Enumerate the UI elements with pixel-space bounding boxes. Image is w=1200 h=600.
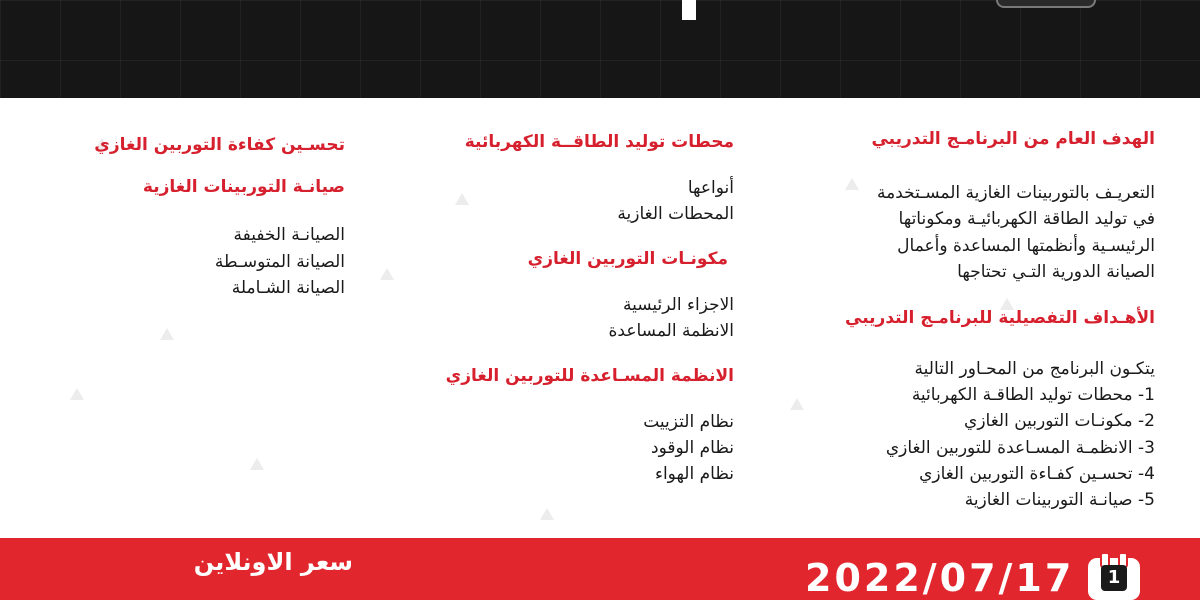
general-goal-line: في توليد الطاقة الكهربائيـة ومكوناتها xyxy=(898,209,1155,230)
calendar-day: 1 xyxy=(1101,565,1127,591)
header-grid-pattern xyxy=(0,0,1200,98)
axis-item: 2- مكونـات التوربين الغازي xyxy=(964,411,1155,432)
detailed-goals-heading: الأهـداف التفصيلية للبرنامـج التدريبي xyxy=(845,308,1155,329)
stations-heading: محطات توليد الطاقــة الكهربائية xyxy=(464,132,734,152)
decor-triangle xyxy=(160,328,174,340)
axis-item: 5- صيانـة التوربينات الغازية xyxy=(964,490,1155,511)
maintenance-heading: صيانـة التوربينات الغازية xyxy=(142,177,345,198)
maintenance-item: الصيانـة الخفيفة xyxy=(233,225,345,246)
axis-item: 1- محطات توليد الطاقـة الكهربائية xyxy=(911,384,1155,405)
components-item: الاجزاء الرئيسية xyxy=(623,294,734,315)
aux-systems-list xyxy=(404,409,734,488)
column-maintenance xyxy=(25,134,345,301)
stations-item: أنواعها xyxy=(687,178,734,199)
aux-systems-item: نظام الوقود xyxy=(651,438,734,458)
header-white-bar xyxy=(682,0,696,20)
components-heading: مكونـات التوربين الغازي xyxy=(527,248,728,269)
calendar-icon xyxy=(1088,558,1140,600)
maintenance-item: الصيانة الشـاملة xyxy=(231,277,345,298)
aux-systems-item: نظام الهواء xyxy=(654,464,734,485)
logo-shape xyxy=(996,0,1096,8)
decor-triangle xyxy=(70,388,84,400)
efficiency-heading: تحسـين كفاءة التوربين الغازي xyxy=(94,135,345,155)
maintenance-list xyxy=(25,222,345,301)
axes-intro: يتكـون البرنامج من المحـاور التالية xyxy=(914,358,1155,379)
axis-item: 3- الانظمـة المسـاعدة للتوربين الغازي xyxy=(885,437,1155,458)
components-item: الانظمة المساعدة xyxy=(608,321,734,342)
main-content xyxy=(0,98,1200,538)
aux-systems-heading: الانظمة المسـاعدة للتوربين الغازي xyxy=(445,365,734,386)
course-date: 2022/07/17 xyxy=(805,556,1075,600)
aux-systems-item: نظام التزييت xyxy=(643,411,734,432)
general-goal-line: التعريـف بالتوربينات الغازية المسـتخدمة xyxy=(877,183,1155,204)
general-goal-line: الصيانة الدورية التـي تحتاجها xyxy=(957,262,1155,283)
components-list xyxy=(404,292,734,345)
general-goal-text xyxy=(765,180,1155,285)
header-banner xyxy=(0,0,1200,98)
footer-bar xyxy=(0,538,1200,600)
axes-list xyxy=(765,356,1155,514)
general-goal-line: الرئيسـية وأنظمتها المساعدة وأعمال xyxy=(897,235,1155,256)
maintenance-item: الصيانة المتوسـطة xyxy=(214,251,345,272)
axis-item: 4- تحسـين كفـاءة التوربين الغازي xyxy=(919,463,1155,484)
online-price-label: سعر الاونلاين xyxy=(193,548,353,576)
column-topics xyxy=(404,131,734,488)
decor-triangle xyxy=(540,508,554,520)
decor-triangle xyxy=(250,458,264,470)
general-goal-heading: الهدف العام من البرنامـج التدريبي xyxy=(871,129,1155,149)
stations-item: المحطات الغازية xyxy=(617,204,734,225)
column-goals xyxy=(765,128,1155,514)
stations-list xyxy=(404,175,734,228)
decor-triangle xyxy=(380,268,394,280)
